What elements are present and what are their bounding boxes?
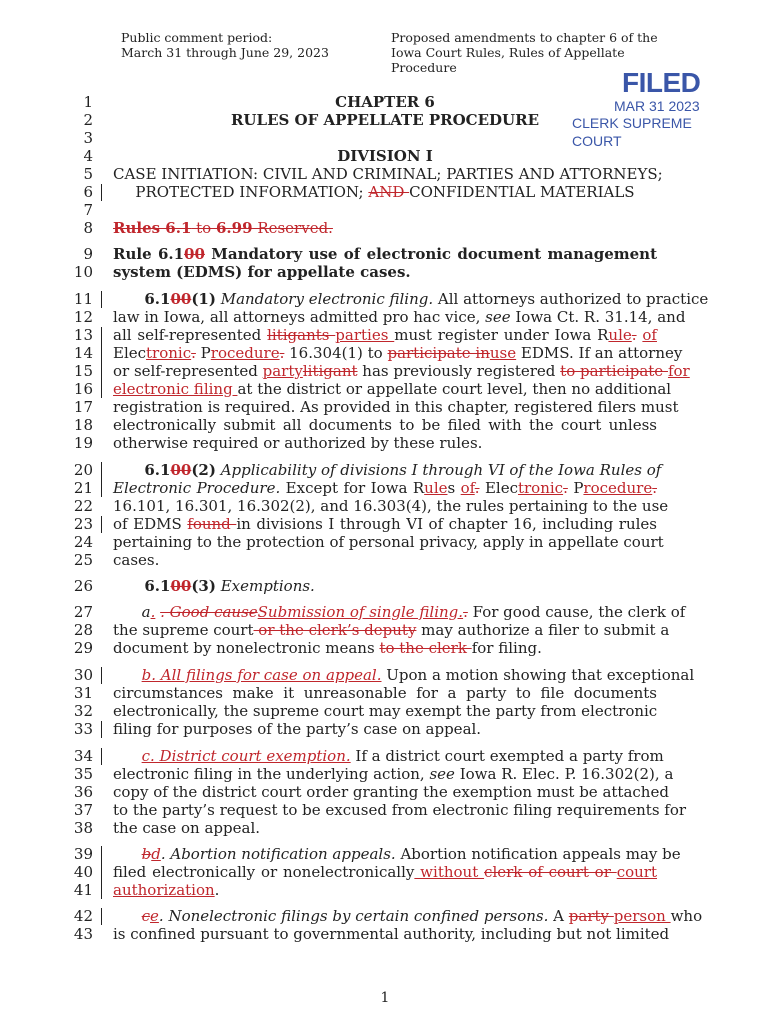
deleted-text: b [141,845,152,863]
text-segment: Iowa Ct. R. 31.14, and [510,308,686,326]
deleted-text: 00 [170,461,192,479]
text-segment: filed electronically or nonelectronically [113,863,415,881]
line-number: 15 [73,362,93,380]
inserted-text: electronic filing [113,380,238,398]
comment-period-header [121,30,329,60]
line-text [113,747,664,765]
deleted-text: litigant [302,362,358,380]
inserted-text: parties [335,326,395,344]
inserted-text: of [460,479,475,497]
line-number: 21 [73,479,93,497]
text-segment: A [548,907,569,925]
deleted-text: or the clerk’s deputy [253,621,417,639]
text-segment: CASE INITIATION: CIVIL AND CRIMINAL; PARTIES AND ATTORNEYS; [113,165,663,183]
line-number: 14 [73,344,93,362]
line-text [113,666,695,684]
line-number: 2 [83,111,93,129]
line-number: 36 [73,783,93,801]
line-number: 13 [73,326,93,344]
amendment-title-line-1: Proposed amendments to chapter 6 of the [391,30,658,45]
inserted-text: c. District court exemption. [141,747,351,765]
text-segment: For good cause, the clerk of [467,603,686,621]
text-segment: 6.1 [113,577,171,595]
text-segment: . [214,881,220,899]
inserted-text: . [150,603,156,621]
inserted-text: authorization [113,881,215,899]
line-number: 5 [83,165,93,183]
deleted-text: . [631,326,637,344]
inserted-text: without [414,863,485,881]
text-segment: Mandatory electronic filing. [215,290,434,308]
text-segment: circumstances make it unreasonable for a party to file documents [113,684,657,702]
line-text [113,603,686,621]
line-number: 30 [73,666,93,684]
text-segment: otherwise required or authorized by these rules. [113,434,483,452]
text-segment: pertaining to the protection of personal privacy, apply in appellate court [113,533,664,551]
text-segment: PROTECTED INFORMATION; [135,183,369,201]
line-text [113,461,662,479]
line-text [113,497,669,515]
change-bar [101,462,102,497]
text-segment: Upon a motion showing that exceptional [381,666,695,684]
line-text [113,434,657,452]
line-text [113,783,669,801]
line-number: 25 [73,551,93,569]
text-segment: . Abortion notification appeals. [160,845,396,863]
text-segment: EDMS. If an attorney [516,344,683,362]
line-text [113,416,657,434]
text-segment: at the district or appellate court level, then no additional [237,380,672,398]
line-number: 17 [73,398,93,416]
change-bar [101,721,102,738]
inserted-text: tronic [146,344,192,362]
line-number: 1 [83,93,93,111]
change-bar [101,748,102,765]
deleted-text: . [463,603,468,621]
text-segment [113,747,142,765]
text-segment: 6.1 [113,290,171,308]
deleted-text: party [568,907,614,925]
line-text [113,639,657,657]
line-text [113,819,657,837]
line-number: 34 [73,747,93,765]
inserted-text: ule [608,326,632,344]
line-number: 42 [73,907,93,925]
change-bar [101,846,102,899]
deleted-text: . [279,344,285,362]
text-segment: law in Iowa, all attorneys admitted pro hac vice, [113,308,486,326]
line-number: 9 [83,245,93,263]
line-text [113,290,709,308]
deleted-text: . [652,479,657,497]
text-segment: Exemptions. [215,577,315,595]
text-segment: electronically submit all documents to be filed with the court unless [113,416,657,434]
change-bar [101,516,102,533]
text-segment: P [567,479,584,497]
text-segment: or self-represented [113,362,263,380]
line-number: 18 [73,416,93,434]
line-number: 23 [73,515,93,533]
deleted-text: found [187,515,237,533]
line-text [113,147,657,165]
change-bar [101,184,102,201]
text-segment [113,666,142,684]
line-text [113,702,657,720]
deleted-text: . [563,479,568,497]
text-segment: cases. [113,551,160,569]
filed-stamp-title: FILED [622,67,701,98]
change-bar [101,327,102,398]
deleted-text: to the clerk [379,639,472,657]
line-number: 27 [73,603,93,621]
inserted-text: for [667,362,690,380]
line-text [113,515,657,533]
deleted-text: Reserved. [252,219,333,237]
text-segment: RULES OF APPELLATE PROCEDURE [230,111,540,129]
text-segment: Iowa R. Elec. P. 16.302(2), a [454,765,674,783]
line-text [113,533,664,551]
line-text [113,863,657,881]
deleted-text: 00 [184,245,205,263]
text-segment: in divisions I through VI of chapter 16, including rules [236,515,657,533]
line-text [113,362,690,380]
deleted-text: . Good cause [160,603,258,621]
line-text [113,479,657,497]
line-number: 31 [73,684,93,702]
line-number: 7 [83,201,93,219]
text-segment: see [429,765,455,783]
line-text [113,219,657,237]
line-text [113,398,679,416]
text-segment: electronically, the supreme court may exempt the party from electronic [113,702,658,720]
line-text [113,684,657,702]
line-text [113,326,657,344]
deleted-text: to participate [560,362,668,380]
deleted-text: litigants [267,326,336,344]
line-number: 26 [73,577,93,595]
inserted-text: b. All filings for case on appeal. [141,666,382,684]
text-segment: (3) [191,577,216,595]
line-text [113,907,703,925]
text-segment: . Nonelectronic filings by certain confined persons. [158,907,549,925]
line-number: 37 [73,801,93,819]
deleted-text: 00 [170,290,192,308]
change-bar [101,667,102,684]
line-text [113,165,663,183]
text-segment: Except for Iowa R [280,479,425,497]
line-number: 41 [73,881,93,899]
text-segment: who [670,907,703,925]
page-number: 1 [380,990,390,1006]
line-text [113,245,657,263]
amendment-title-line-2: Iowa Court Rules, Rules of Appellate [391,45,625,60]
text-segment: of EDMS [113,515,188,533]
filed-stamp-clerk: CLERK SUPREME COURT [572,115,692,149]
line-number: 22 [73,497,93,515]
text-segment: All attorneys authorized to practice [433,290,709,308]
deleted-text: 00 [170,577,192,595]
text-segment: all self-represented [113,326,268,344]
line-text [113,720,657,738]
line-text [113,111,657,129]
line-number: 10 [73,263,93,281]
text-segment: CONFIDENTIAL MATERIALS [409,183,635,201]
deleted-text: . [191,344,196,362]
comment-period-label: Public comment period: [121,30,273,45]
line-number: 38 [73,819,93,837]
line-text [113,263,657,281]
text-segment: Applicability of divisions I through VI of the Iowa Rules of [215,461,662,479]
line-number: 33 [73,720,93,738]
change-bar [101,908,102,925]
inserted-text: tronic [517,479,564,497]
text-segment: Elec [479,479,518,497]
deleted-text: . [474,479,480,497]
line-text [113,881,657,899]
line-text [113,183,657,201]
text-segment: the supreme court [113,621,254,639]
line-text [113,308,686,326]
line-text [113,925,670,943]
inserted-text: Submission of single filing. [257,603,464,621]
text-segment: registration is required. As provided in this chapter, registered filers must [113,398,679,416]
text-segment: to the party’s request to be excused from electronic filing requirements for [113,801,687,819]
line-number: 40 [73,863,93,881]
text-segment: has previously registered [357,362,561,380]
text-segment: is confined pursuant to governmental authority, including but not limited [113,925,670,943]
text-segment: (1) [191,290,216,308]
change-bar [101,291,102,308]
line-number: 32 [73,702,93,720]
deleted-text: clerk of court or [484,863,617,881]
line-number: 6 [83,183,93,201]
line-number: 4 [83,147,93,165]
text-segment: for filing. [471,639,542,657]
deleted-text: to [191,219,216,237]
inserted-text: ule [424,479,448,497]
text-segment: (2) [191,461,216,479]
inserted-text: rocedure [210,344,280,362]
text-segment: a [113,603,151,621]
deleted-text: AND [368,183,410,201]
text-segment: Elec [113,344,147,362]
text-segment [113,907,142,925]
inserted-text: rocedure [583,479,653,497]
text-segment: 6.1 [113,461,171,479]
deleted-text: c [141,907,151,925]
line-number: 16 [73,380,93,398]
line-number: 20 [73,461,93,479]
inserted-text: of [642,326,657,344]
text-segment: electronic filing in the underlying action, [113,765,430,783]
line-text [113,845,681,863]
line-number: 12 [73,308,93,326]
line-number: 8 [83,219,93,237]
amendment-title-line-3: Procedure [391,60,457,75]
line-text [113,380,672,398]
line-text [113,93,657,111]
text-segment: may authorize a filer to submit a [416,621,670,639]
inserted-text: d [151,845,161,863]
text-segment: Electronic Procedure. [113,479,281,497]
line-text [113,801,687,819]
inserted-text: party [262,362,303,380]
text-segment: Mandatory use of electronic document management [204,245,657,263]
line-text [113,551,657,569]
line-number: 39 [73,845,93,863]
text-segment: Abortion notification appeals may be [395,845,681,863]
line-number: 28 [73,621,93,639]
line-number: 11 [73,290,93,308]
inserted-text: person [613,907,671,925]
line-number: 35 [73,765,93,783]
text-segment: If a district court exempted a party from [350,747,664,765]
text-segment: CHAPTER 6 [335,93,435,111]
line-number: 3 [83,129,93,147]
deleted-text: Rules 6.1 [113,219,192,237]
deleted-text: 6.99 [216,219,253,237]
text-segment: see [485,308,511,326]
text-segment [113,845,142,863]
text-segment: Rule 6.1 [113,245,185,263]
text-segment: s [447,479,461,497]
inserted-text: court [616,863,657,881]
line-text [113,765,674,783]
inserted-text: e [150,907,159,925]
text-segment: 16.304(1) to [284,344,388,362]
deleted-text: participate in [387,344,490,362]
text-segment: the case on appeal. [113,819,261,837]
text-segment: filing for purposes of the party’s case on appeal. [113,720,482,738]
line-number: 43 [73,925,93,943]
line-text [113,344,683,362]
text-segment: must register under Iowa R [394,326,609,344]
line-text [113,577,657,595]
text-segment: 16.101, 16.301, 16.302(2), and 16.303(4), the rules pertaining to the use [113,497,669,515]
line-number: 29 [73,639,93,657]
inserted-text: use [489,344,517,362]
text-segment: P [195,344,211,362]
line-number: 24 [73,533,93,551]
comment-period-dates: March 31 through June 29, 2023 [121,45,329,60]
filed-stamp-date: MAR 31 2023 [614,98,700,114]
text-segment: document by nonelectronic means [113,639,380,657]
text-segment: copy of the district court order granting the exemption must be attached [113,783,669,801]
text-segment: DIVISION I [337,147,433,165]
line-number: 19 [73,434,93,452]
text-segment: system (EDMS) for appellate cases. [113,263,411,281]
line-text [113,621,670,639]
